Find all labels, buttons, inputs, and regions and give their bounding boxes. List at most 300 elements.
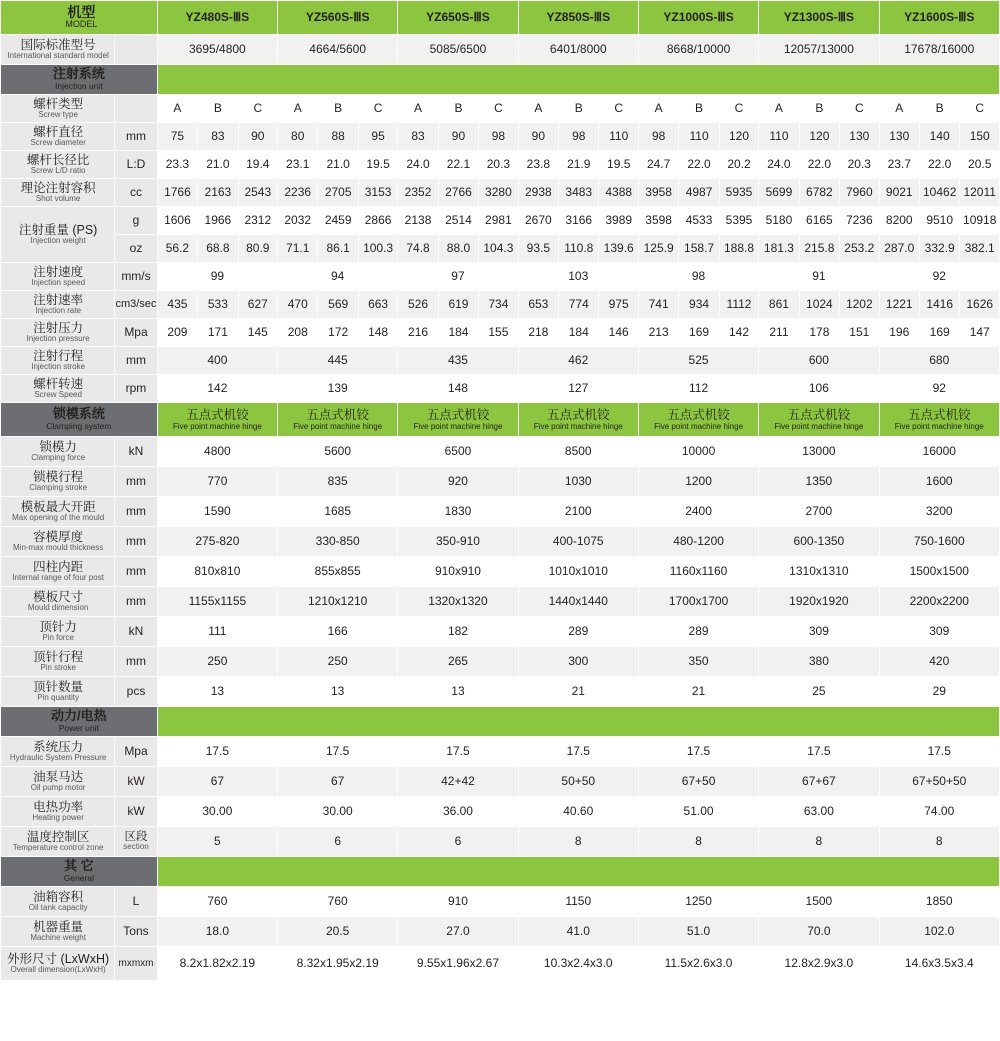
cell-screw-diameter-10: 90	[518, 123, 558, 151]
cell-injection-stroke-5: 525	[638, 347, 758, 375]
row-unit-injection-pressure: Mpa	[115, 319, 157, 347]
cell-injection-rate-2: 533	[198, 291, 238, 319]
table-row-mould-thickness	[1, 527, 1000, 557]
row-label-pin-stroke	[1, 647, 115, 677]
row-label-cn: 注射行程	[33, 349, 84, 364]
cell-screw-diameter-16: 110	[759, 123, 799, 151]
cell-screw-diameter-3: 90	[238, 123, 277, 151]
row-unit-shot-volume: cc	[115, 179, 157, 207]
cell-injection-rate-10: 653	[518, 291, 558, 319]
row-label-en: Temperature control zone	[12, 843, 104, 853]
cell-hydraulic-pressure-2: 17.5	[278, 737, 398, 767]
row-label-en: Heating power	[32, 813, 84, 823]
cell-overall-dimension-6: 12.8x2.9x3.0	[759, 947, 879, 981]
cell-screw-type-13: A	[638, 95, 678, 123]
cell-machine-weight-3: 27.0	[398, 917, 518, 947]
row-label-en: Pin quantity	[37, 693, 80, 703]
row-label-cn: 机器重量	[33, 920, 84, 935]
cell-four-post-6: 1310x1310	[759, 557, 879, 587]
row-label-cn: 外形尺寸 (LxWxH)	[7, 952, 110, 967]
cell-max-opening-6: 2700	[759, 497, 879, 527]
row-label-cn: 锁模力	[39, 440, 77, 455]
cell-pin-force-4: 289	[518, 617, 638, 647]
cell-hydraulic-pressure-6: 17.5	[759, 737, 879, 767]
row-unit-screw-ld: L:D	[115, 151, 157, 179]
row-label-cn: 模板尺寸	[33, 590, 84, 605]
cell-injection-weight-oz-12: 139.6	[599, 235, 638, 263]
cell-shot-volume-5: 2705	[318, 179, 358, 207]
cell-screw-diameter-4: 80	[278, 123, 318, 151]
cell-injection-rate-12: 975	[599, 291, 638, 319]
section-bar-injection	[157, 65, 999, 95]
cell-screw-ld-1: 23.3	[157, 151, 197, 179]
cell-screw-diameter-18: 130	[840, 123, 879, 151]
row-label-cn: 锁模行程	[33, 470, 84, 485]
cell-screw-type-2: B	[198, 95, 238, 123]
cell-oil-pump-motor-4: 50+50	[518, 767, 638, 797]
row-unit-screw-speed: rpm	[115, 375, 157, 403]
row-label-en: International standard model	[7, 51, 109, 61]
cell-pin-force-5: 289	[638, 617, 758, 647]
cell-pin-stroke-2: 250	[278, 647, 398, 677]
cell-screw-diameter-6: 95	[358, 123, 397, 151]
cell-intl-std-7: 17678/16000	[879, 35, 999, 65]
clamp-cn: 五点式机铰	[667, 407, 730, 422]
cell-pin-stroke-7: 420	[879, 647, 999, 677]
table-row-heating-power	[1, 797, 1000, 827]
cell-injection-rate-18: 1202	[840, 291, 879, 319]
cell-shot-volume-3: 2543	[238, 179, 277, 207]
cell-max-opening-3: 1830	[398, 497, 518, 527]
row-label-en: Clamping force	[31, 453, 86, 463]
cell-injection-pressure-8: 184	[438, 319, 478, 347]
cell-pin-quantity-5: 21	[638, 677, 758, 707]
section-en: Clamping system	[46, 421, 112, 432]
cell-screw-speed-2: 139	[278, 375, 398, 403]
cell-screw-ld-21: 20.5	[960, 151, 1000, 179]
cell-screw-ld-20: 22.0	[919, 151, 959, 179]
table-row-mould-dimension	[1, 587, 1000, 617]
section-label-power	[1, 707, 158, 737]
cell-heating-power-2: 30.00	[278, 797, 398, 827]
cell-shot-volume-9: 3280	[479, 179, 518, 207]
row-unit-overall-dimension	[115, 947, 157, 981]
cell-intl-std-1: 3695/4800	[157, 35, 277, 65]
cell-hydraulic-pressure-1: 17.5	[157, 737, 277, 767]
row-label-cn: 顶针力	[39, 620, 77, 635]
cell-mould-thickness-4: 400-1075	[518, 527, 638, 557]
section-row-general	[1, 857, 1000, 887]
row-label-en: Oil tank capacity	[28, 903, 88, 913]
table-row-oil-pump-motor	[1, 767, 1000, 797]
cell-injection-weight-oz-20: 332.9	[919, 235, 959, 263]
cell-injection-weight-oz-18: 253.2	[840, 235, 879, 263]
cell-screw-ld-11: 21.9	[559, 151, 599, 179]
row-label-cn: 国际标准型号	[20, 38, 96, 53]
table-row-screw-ld	[1, 151, 1000, 179]
cell-injection-weight-g-20: 9510	[919, 207, 959, 235]
row-label-cn: 容模厚度	[33, 530, 84, 545]
cell-pin-quantity-3: 13	[398, 677, 518, 707]
cell-clamping-force-2: 5600	[278, 437, 398, 467]
cell-injection-weight-g-21: 10918	[960, 207, 1000, 235]
cell-hydraulic-pressure-5: 17.5	[638, 737, 758, 767]
cell-injection-rate-15: 1112	[719, 291, 758, 319]
cell-clamping-system-4	[518, 403, 638, 437]
section-row-injection	[1, 65, 1000, 95]
cell-injection-stroke-6: 600	[759, 347, 879, 375]
row-unit-clamping-force: kN	[115, 437, 157, 467]
unit-text: cm3/sec	[115, 298, 157, 311]
table-row-screw-speed	[1, 375, 1000, 403]
cell-clamping-force-4: 8500	[518, 437, 638, 467]
cell-shot-volume-19: 9021	[879, 179, 919, 207]
row-unit-hydraulic-pressure: Mpa	[115, 737, 157, 767]
cell-shot-volume-20: 10462	[919, 179, 959, 207]
cell-injection-pressure-18: 151	[840, 319, 879, 347]
cell-injection-weight-oz-19: 287.0	[879, 235, 919, 263]
row-label-en: Injection pressure	[26, 334, 90, 344]
cell-screw-speed-7: 92	[879, 375, 999, 403]
cell-mould-dimension-3: 1320x1320	[398, 587, 518, 617]
cell-injection-pressure-9: 155	[479, 319, 518, 347]
cell-pin-stroke-6: 380	[759, 647, 879, 677]
cell-injection-stroke-7: 680	[879, 347, 999, 375]
row-unit-mould-thickness: mm	[115, 527, 157, 557]
row-unit-injection-weight-g: g	[115, 207, 157, 235]
unit-cn: 区段	[124, 830, 148, 843]
cell-temp-zone-2: 6	[278, 827, 398, 857]
cell-clamping-stroke-4: 1030	[518, 467, 638, 497]
row-label-screw-ld	[1, 151, 115, 179]
row-label-en: Clamping stroke	[29, 483, 88, 493]
cell-clamping-stroke-2: 835	[278, 467, 398, 497]
cell-injection-speed-7: 92	[879, 263, 999, 291]
cell-injection-weight-oz-11: 110.8	[559, 235, 599, 263]
cell-screw-type-18: C	[840, 95, 879, 123]
cell-clamping-force-6: 13000	[759, 437, 879, 467]
cell-injection-weight-g-10: 2670	[518, 207, 558, 235]
row-label-cn: 螺杆转速	[33, 377, 84, 392]
header-model-cell	[1, 1, 158, 35]
cell-mould-dimension-1: 1155x1155	[157, 587, 277, 617]
cell-screw-ld-19: 23.7	[879, 151, 919, 179]
cell-screw-type-12: C	[599, 95, 638, 123]
row-unit-injection-rate	[115, 291, 157, 319]
row-label-pin-force	[1, 617, 115, 647]
cell-injection-pressure-17: 178	[799, 319, 839, 347]
cell-mould-dimension-6: 1920x1920	[759, 587, 879, 617]
cell-injection-weight-oz-6: 100.3	[358, 235, 397, 263]
cell-clamping-system-7	[879, 403, 999, 437]
cell-injection-pressure-13: 213	[638, 319, 678, 347]
clamp-cn: 五点式机铰	[306, 407, 369, 422]
cell-mould-dimension-7: 2200x2200	[879, 587, 999, 617]
cell-max-opening-2: 1685	[278, 497, 398, 527]
header-model-en: MODEL	[65, 19, 98, 30]
cell-injection-weight-g-3: 2312	[238, 207, 277, 235]
section-cn: 动力/电热	[51, 708, 107, 724]
row-label-four-post	[1, 557, 115, 587]
cell-injection-weight-g-4: 2032	[278, 207, 318, 235]
row-unit-pin-quantity: pcs	[115, 677, 157, 707]
cell-injection-weight-g-18: 7236	[840, 207, 879, 235]
clamp-en: Five point machine hinge	[293, 422, 383, 432]
cell-heating-power-1: 30.00	[157, 797, 277, 827]
cell-injection-weight-g-13: 3598	[638, 207, 678, 235]
cell-pin-quantity-7: 29	[879, 677, 999, 707]
cell-temp-zone-1: 5	[157, 827, 277, 857]
cell-injection-weight-g-7: 2138	[398, 207, 438, 235]
cell-screw-diameter-8: 90	[438, 123, 478, 151]
cell-screw-type-7: A	[398, 95, 438, 123]
cell-injection-speed-4: 103	[518, 263, 638, 291]
cell-injection-weight-oz-5: 86.1	[318, 235, 358, 263]
section-label-general	[1, 857, 158, 887]
section-en: Injection unit	[54, 81, 103, 92]
row-unit-injection-speed: mm/s	[115, 263, 157, 291]
row-label-hydraulic-pressure	[1, 737, 115, 767]
row-label-pin-quantity	[1, 677, 115, 707]
cell-injection-weight-oz-9: 104.3	[479, 235, 518, 263]
cell-four-post-5: 1160x1160	[638, 557, 758, 587]
cell-shot-volume-16: 5699	[759, 179, 799, 207]
cell-injection-pressure-6: 148	[358, 319, 397, 347]
cell-screw-type-21: C	[960, 95, 1000, 123]
row-unit-intl-std	[115, 35, 157, 65]
cell-pin-force-7: 309	[879, 617, 999, 647]
cell-injection-weight-g-5: 2459	[318, 207, 358, 235]
cell-mould-dimension-2: 1210x1210	[278, 587, 398, 617]
unit-text: mxmxm	[118, 957, 154, 969]
row-label-en: Shot volume	[35, 194, 81, 204]
cell-four-post-3: 910x910	[398, 557, 518, 587]
row-label-cn: 顶针行程	[33, 650, 84, 665]
cell-injection-weight-g-15: 5395	[719, 207, 758, 235]
cell-screw-ld-14: 22.0	[679, 151, 719, 179]
table-header-row	[1, 1, 1000, 35]
cell-oil-pump-motor-7: 67+50+50	[879, 767, 999, 797]
cell-pin-force-6: 309	[759, 617, 879, 647]
row-label-en: Screw L/D ratio	[30, 166, 86, 176]
cell-screw-ld-15: 20.2	[719, 151, 758, 179]
cell-screw-speed-5: 112	[638, 375, 758, 403]
table-row-injection-stroke	[1, 347, 1000, 375]
row-unit-temp-zone	[115, 827, 157, 857]
cell-injection-weight-oz-15: 188.8	[719, 235, 758, 263]
section-en: General	[63, 873, 94, 884]
cell-mould-thickness-2: 330-850	[278, 527, 398, 557]
cell-injection-pressure-19: 196	[879, 319, 919, 347]
cell-intl-std-3: 5085/6500	[398, 35, 518, 65]
cell-injection-weight-oz-13: 125.9	[638, 235, 678, 263]
cell-injection-speed-5: 98	[638, 263, 758, 291]
row-label-en: Injection weight	[30, 236, 86, 246]
cell-overall-dimension-7: 14.6x3.5x3.4	[879, 947, 999, 981]
cell-screw-ld-7: 24.0	[398, 151, 438, 179]
row-label-cn: 注射速度	[33, 265, 84, 280]
row-label-cn: 四柱内距	[33, 560, 84, 575]
cell-oil-tank-7: 1850	[879, 887, 999, 917]
cell-machine-weight-6: 70.0	[759, 917, 879, 947]
cell-injection-weight-g-9: 2981	[479, 207, 518, 235]
cell-injection-weight-g-1: 1606	[157, 207, 197, 235]
row-label-max-opening	[1, 497, 115, 527]
cell-overall-dimension-1: 8.2x1.82x2.19	[157, 947, 277, 981]
cell-pin-stroke-4: 300	[518, 647, 638, 677]
section-cn: 注射系统	[52, 66, 105, 82]
row-unit-injection-weight-oz: oz	[115, 235, 157, 263]
cell-screw-type-14: B	[679, 95, 719, 123]
table-row-hydraulic-pressure	[1, 737, 1000, 767]
cell-oil-pump-motor-5: 67+50	[638, 767, 758, 797]
row-unit-four-post: mm	[115, 557, 157, 587]
cell-injection-speed-1: 99	[157, 263, 277, 291]
row-label-intl-std	[1, 35, 115, 65]
cell-screw-ld-18: 20.3	[840, 151, 879, 179]
row-label-shot-volume	[1, 179, 115, 207]
cell-injection-weight-oz-10: 93.5	[518, 235, 558, 263]
table-row-injection-pressure	[1, 319, 1000, 347]
cell-intl-std-5: 8668/10000	[638, 35, 758, 65]
cell-screw-diameter-14: 110	[679, 123, 719, 151]
cell-screw-ld-5: 21.0	[318, 151, 358, 179]
cell-oil-tank-4: 1150	[518, 887, 638, 917]
cell-clamping-system-5	[638, 403, 758, 437]
table-row-screw-diameter	[1, 123, 1000, 151]
cell-temp-zone-3: 6	[398, 827, 518, 857]
cell-clamping-stroke-6: 1350	[759, 467, 879, 497]
cell-injection-weight-oz-7: 74.8	[398, 235, 438, 263]
cell-machine-weight-1: 18.0	[157, 917, 277, 947]
cell-max-opening-1: 1590	[157, 497, 277, 527]
cell-clamping-system-6	[759, 403, 879, 437]
cell-injection-stroke-2: 445	[278, 347, 398, 375]
cell-temp-zone-4: 8	[518, 827, 638, 857]
cell-screw-type-3: C	[238, 95, 277, 123]
row-label-machine-weight	[1, 917, 115, 947]
cell-screw-speed-4: 127	[518, 375, 638, 403]
clamp-en: Five point machine hinge	[894, 422, 984, 432]
clamp-en: Five point machine hinge	[413, 422, 503, 432]
cell-max-opening-5: 2400	[638, 497, 758, 527]
cell-injection-rate-17: 1024	[799, 291, 839, 319]
cell-oil-tank-1: 760	[157, 887, 277, 917]
table-row-injection-weight-g	[1, 207, 1000, 235]
row-label-cn: 理论注射容积	[20, 181, 96, 196]
row-unit-clamping-stroke: mm	[115, 467, 157, 497]
cell-screw-type-1: A	[157, 95, 197, 123]
section-label-clamping	[1, 403, 158, 437]
cell-injection-weight-g-12: 3989	[599, 207, 638, 235]
cell-injection-rate-3: 627	[238, 291, 277, 319]
cell-pin-force-1: 111	[157, 617, 277, 647]
cell-screw-diameter-21: 150	[960, 123, 1000, 151]
cell-screw-diameter-1: 75	[157, 123, 197, 151]
cell-screw-diameter-11: 98	[559, 123, 599, 151]
cell-hydraulic-pressure-7: 17.5	[879, 737, 999, 767]
cell-screw-type-16: A	[759, 95, 799, 123]
table-row-pin-quantity	[1, 677, 1000, 707]
cell-screw-type-5: B	[318, 95, 358, 123]
cell-temp-zone-5: 8	[638, 827, 758, 857]
cell-oil-tank-3: 910	[398, 887, 518, 917]
cell-injection-pressure-3: 145	[238, 319, 277, 347]
cell-screw-type-8: B	[438, 95, 478, 123]
cell-injection-weight-g-16: 5180	[759, 207, 799, 235]
cell-injection-rate-5: 569	[318, 291, 358, 319]
cell-clamping-force-1: 4800	[157, 437, 277, 467]
cell-temp-zone-7: 8	[879, 827, 999, 857]
cell-shot-volume-2: 2163	[198, 179, 238, 207]
table-row-intl-std	[1, 35, 1000, 65]
cell-screw-type-9: C	[479, 95, 518, 123]
cell-injection-pressure-5: 172	[318, 319, 358, 347]
cell-shot-volume-13: 3958	[638, 179, 678, 207]
cell-hydraulic-pressure-3: 17.5	[398, 737, 518, 767]
cell-screw-ld-10: 23.8	[518, 151, 558, 179]
cell-intl-std-4: 6401/8000	[518, 35, 638, 65]
cell-injection-weight-oz-3: 80.9	[238, 235, 277, 263]
cell-intl-std-2: 4664/5600	[278, 35, 398, 65]
cell-shot-volume-18: 7960	[840, 179, 879, 207]
cell-injection-weight-oz-8: 88.0	[438, 235, 478, 263]
cell-screw-type-11: B	[559, 95, 599, 123]
row-label-mould-thickness	[1, 527, 115, 557]
cell-injection-stroke-1: 400	[157, 347, 277, 375]
cell-clamping-stroke-5: 1200	[638, 467, 758, 497]
table-row-injection-speed	[1, 263, 1000, 291]
cell-overall-dimension-3: 9.55x1.96x2.67	[398, 947, 518, 981]
cell-overall-dimension-4: 10.3x2.4x3.0	[518, 947, 638, 981]
cell-oil-tank-6: 1500	[759, 887, 879, 917]
cell-oil-tank-2: 760	[278, 887, 398, 917]
cell-screw-type-4: A	[278, 95, 318, 123]
cell-max-opening-4: 2100	[518, 497, 638, 527]
cell-heating-power-7: 74.00	[879, 797, 999, 827]
cell-injection-weight-g-6: 2866	[358, 207, 397, 235]
row-unit-heating-power: kW	[115, 797, 157, 827]
unit-en: section	[123, 842, 149, 852]
section-cn: 其 它	[64, 858, 94, 874]
header-model-6: YZ1300S-ⅢS	[759, 1, 879, 35]
header-model-4: YZ850S-ⅢS	[518, 1, 638, 35]
row-label-cn: 模板最大开距	[20, 500, 96, 515]
cell-screw-type-10: A	[518, 95, 558, 123]
clamp-cn: 五点式机铰	[787, 407, 851, 422]
cell-shot-volume-4: 2236	[278, 179, 318, 207]
row-unit-machine-weight: Tons	[115, 917, 157, 947]
cell-injection-rate-8: 619	[438, 291, 478, 319]
cell-shot-volume-6: 3153	[358, 179, 397, 207]
cell-heating-power-6: 63.00	[759, 797, 879, 827]
section-row-clamping	[1, 403, 1000, 437]
cell-pin-force-3: 182	[398, 617, 518, 647]
cell-oil-pump-motor-2: 67	[278, 767, 398, 797]
table-row-screw-type	[1, 95, 1000, 123]
cell-clamping-stroke-1: 770	[157, 467, 277, 497]
cell-clamping-system-1	[157, 403, 277, 437]
cell-four-post-7: 1500x1500	[879, 557, 999, 587]
row-label-cn: 油泵马达	[33, 770, 84, 785]
row-label-oil-pump-motor	[1, 767, 115, 797]
cell-intl-std-6: 12057/13000	[759, 35, 879, 65]
clamp-en: Five point machine hinge	[533, 422, 623, 432]
row-label-injection-weight	[1, 207, 115, 263]
cell-screw-speed-3: 148	[398, 375, 518, 403]
clamp-cn: 五点式机铰	[908, 407, 971, 422]
cell-temp-zone-6: 8	[759, 827, 879, 857]
